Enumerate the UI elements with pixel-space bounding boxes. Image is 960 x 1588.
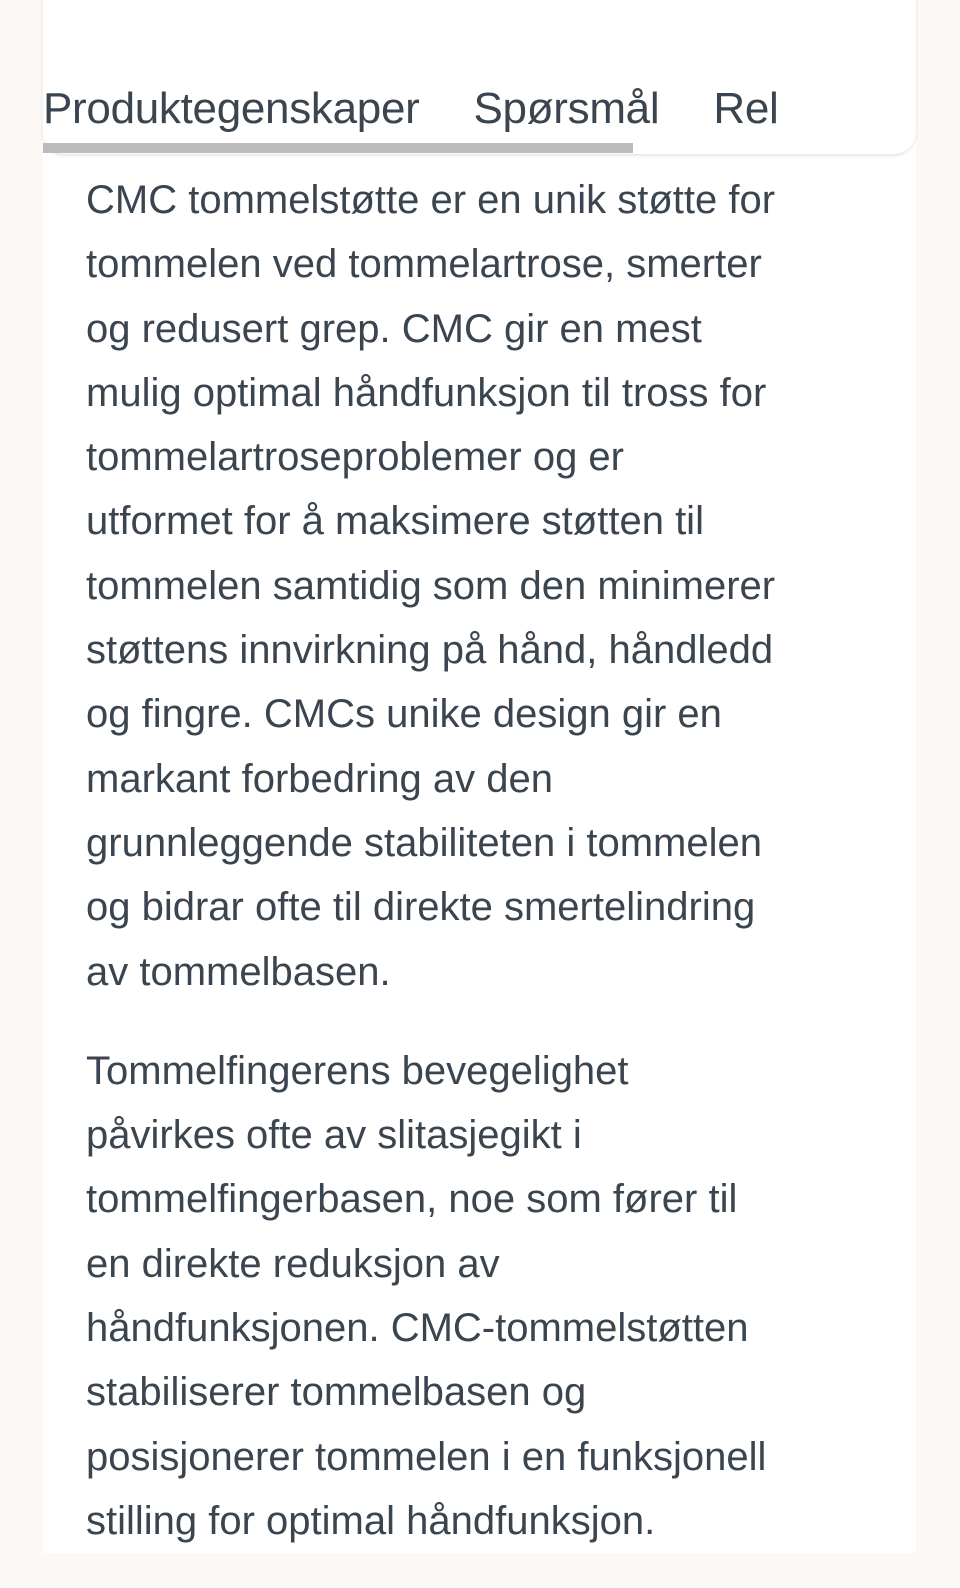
tab-relaterte[interactable]: Rel — [713, 84, 779, 133]
text-line: utformet for å maksimere støtten til — [86, 499, 704, 544]
text-line: og bidrar ofte til direkte smertelindring — [86, 885, 756, 930]
description-paragraph-1 — [86, 168, 876, 1004]
text-line: av tommelbasen. — [86, 949, 391, 994]
text-line: en direkte reduksjon av — [86, 1241, 500, 1286]
text-line: stilling for optimal håndfunksjon. — [86, 1498, 656, 1543]
description-paragraph-2 — [86, 1039, 876, 1553]
text-line: tommelen ved tommelartrose, smerter — [86, 242, 762, 287]
text-line: stabiliserer tommelbasen og — [86, 1370, 587, 1415]
tab-scroll-indicator[interactable] — [43, 143, 633, 153]
text-line: støttens innvirkning på hånd, håndledd — [86, 628, 774, 673]
text-line: og redusert grep. CMC gir en mest — [86, 306, 702, 351]
text-line: Tommelfingerens bevegelighet — [86, 1048, 629, 1093]
text-line: grunnleggende stabiliteten i tommelen — [86, 820, 762, 865]
text-line: påvirkes ofte av slitasjegikt i — [86, 1113, 582, 1158]
product-title-fragment — [795, 0, 825, 4]
text-line: tommelen samtidig som den minimerer — [86, 563, 776, 608]
text-line: håndfunksjonen. CMC-tommelstøtten — [86, 1306, 749, 1351]
text-line: og fingre. CMCs unike design gir en — [86, 692, 722, 737]
text-line: posisjonerer tommelen i en funksjonell — [86, 1434, 767, 1479]
text-line: tommelartroseproblemer og er — [86, 435, 624, 480]
text-line: mulig optimal håndfunksjon til tross for — [86, 370, 767, 415]
text-line: tommelfingerbasen, noe som fører til — [86, 1177, 738, 1222]
tab-produktegenskaper[interactable]: Produktegenskaper — [43, 84, 420, 133]
text-line: CMC tommelstøtte er en unik støtte for — [86, 178, 776, 222]
tab-sporsmal[interactable]: Spørsmål — [473, 84, 660, 133]
tab-bar[interactable] — [43, 84, 832, 134]
product-description — [86, 168, 876, 1588]
text-line: markant forbedring av den — [86, 756, 553, 801]
